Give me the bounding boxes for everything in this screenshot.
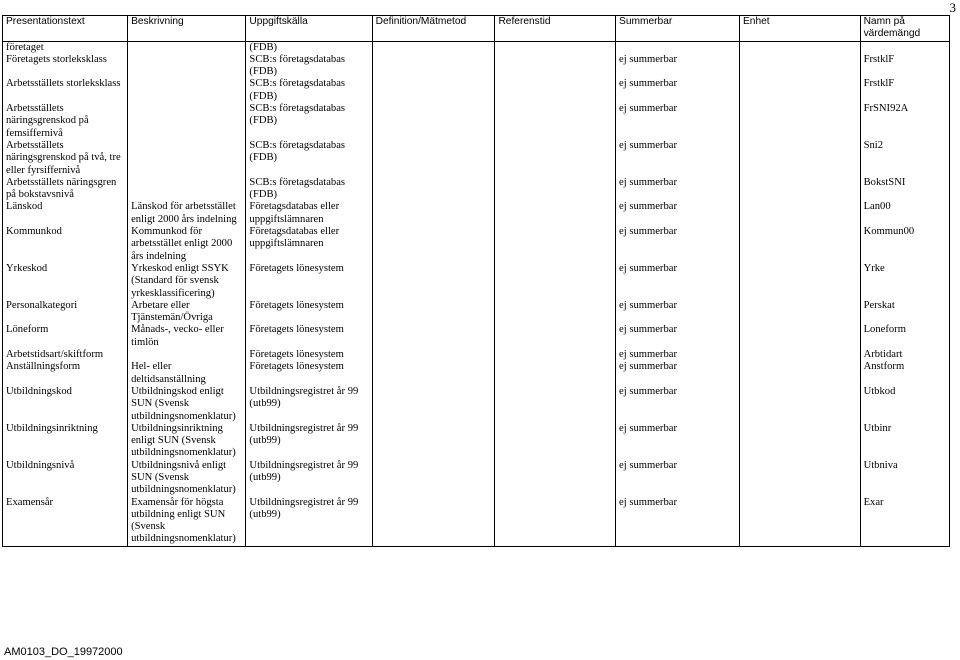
summable-cell: ej summerbar bbox=[616, 78, 740, 103]
summable-cell: ej summerbar bbox=[616, 460, 740, 497]
summable-cell bbox=[616, 41, 740, 54]
presentation-cell: Anställningsform bbox=[3, 361, 128, 386]
unit-cell bbox=[739, 263, 860, 300]
value-set-cell: Sni2 bbox=[860, 140, 949, 177]
header-cell: Namn på värdemängd bbox=[860, 16, 949, 42]
definition-cell bbox=[372, 263, 495, 300]
definition-cell bbox=[372, 300, 495, 325]
description-cell: Examensår för högsta utbildning enligt SUN (Svensk utbildningsnomenklatur) bbox=[128, 497, 246, 547]
summable-cell: ej summerbar bbox=[616, 497, 740, 547]
table-row bbox=[3, 54, 950, 79]
unit-cell bbox=[739, 78, 860, 103]
unit-cell bbox=[739, 324, 860, 349]
table-row bbox=[3, 386, 950, 423]
value-set-cell: Utbkod bbox=[860, 386, 949, 423]
header-cell: Summerbar bbox=[616, 16, 740, 42]
unit-cell bbox=[739, 103, 860, 140]
source-cell: Företagets lönesystem bbox=[246, 263, 372, 300]
description-cell: Utbildningsnivå enligt SUN (Svensk utbildningsnomenklatur) bbox=[128, 460, 246, 497]
definition-cell bbox=[372, 140, 495, 177]
source-cell: Företagets lönesystem bbox=[246, 300, 372, 325]
source-cell: Företagsdatabas eller uppgiftslämnaren bbox=[246, 201, 372, 226]
unit-cell bbox=[739, 361, 860, 386]
unit-cell bbox=[739, 300, 860, 325]
source-cell: Företagets lönesystem bbox=[246, 361, 372, 386]
description-cell: Månads-, vecko- eller timlön bbox=[128, 324, 246, 349]
description-cell: Arbetare eller Tjänstemän/Övriga bbox=[128, 300, 246, 325]
table-row bbox=[3, 103, 950, 140]
definition-cell bbox=[372, 177, 495, 202]
definition-cell bbox=[372, 78, 495, 103]
value-set-cell: Kommun00 bbox=[860, 226, 949, 263]
header-cell: Uppgiftskälla bbox=[246, 16, 372, 42]
reference-time-cell bbox=[495, 300, 616, 325]
value-set-cell: Utbinr bbox=[860, 423, 949, 460]
description-cell: Hel- eller deltidsanställning bbox=[128, 361, 246, 386]
presentation-cell: Utbildningsnivå bbox=[3, 460, 128, 497]
summable-cell: ej summerbar bbox=[616, 386, 740, 423]
table-row bbox=[3, 78, 950, 103]
header-cell: Definition/Mätmetod bbox=[372, 16, 495, 42]
table-row bbox=[3, 423, 950, 460]
definition-cell bbox=[372, 460, 495, 497]
table-row bbox=[3, 324, 950, 349]
description-cell bbox=[128, 349, 246, 361]
unit-cell bbox=[739, 497, 860, 547]
table-header-row bbox=[3, 16, 950, 42]
value-set-cell bbox=[860, 41, 949, 54]
table-row bbox=[3, 497, 950, 547]
value-set-cell: Perskat bbox=[860, 300, 949, 325]
value-set-cell: Exar bbox=[860, 497, 949, 547]
header-cell: Referenstid bbox=[495, 16, 616, 42]
presentation-cell: Arbetsställets storleksklass bbox=[3, 78, 128, 103]
table-row bbox=[3, 349, 950, 361]
definition-cell bbox=[372, 497, 495, 547]
summable-cell: ej summerbar bbox=[616, 263, 740, 300]
unit-cell bbox=[739, 140, 860, 177]
unit-cell bbox=[739, 460, 860, 497]
presentation-cell: Kommunkod bbox=[3, 226, 128, 263]
unit-cell bbox=[739, 201, 860, 226]
reference-time-cell bbox=[495, 41, 616, 54]
value-set-cell: Utbniva bbox=[860, 460, 949, 497]
description-cell: Utbildningsinriktning enligt SUN (Svensk utbildningsnomenklatur) bbox=[128, 423, 246, 460]
source-cell: (FDB) bbox=[246, 41, 372, 54]
reference-time-cell bbox=[495, 263, 616, 300]
description-cell bbox=[128, 140, 246, 177]
description-cell: Utbildningskod enligt SUN (Svensk utbildningsnomenklatur) bbox=[128, 386, 246, 423]
header-cell: Presentationstext bbox=[3, 16, 128, 42]
summable-cell: ej summerbar bbox=[616, 361, 740, 386]
source-cell: SCB:s företagsdatabas (FDB) bbox=[246, 103, 372, 140]
presentation-cell: Arbetsställets näringsgrenskod på femsiffernivå bbox=[3, 103, 128, 140]
unit-cell bbox=[739, 41, 860, 54]
definition-cell bbox=[372, 349, 495, 361]
table-body bbox=[3, 41, 950, 546]
summable-cell: ej summerbar bbox=[616, 324, 740, 349]
definition-cell bbox=[372, 324, 495, 349]
presentation-cell: Yrkeskod bbox=[3, 263, 128, 300]
reference-time-cell bbox=[495, 54, 616, 79]
reference-time-cell bbox=[495, 140, 616, 177]
value-set-cell: FrstklF bbox=[860, 78, 949, 103]
table-row bbox=[3, 177, 950, 202]
reference-time-cell bbox=[495, 361, 616, 386]
table-row bbox=[3, 226, 950, 263]
unit-cell bbox=[739, 226, 860, 263]
source-cell: Utbildningsregistret år 99 (utb99) bbox=[246, 497, 372, 547]
unit-cell bbox=[739, 349, 860, 361]
presentation-cell: Arbetsställets näringsgrenskod på två, tre eller fyrsiffernivå bbox=[3, 140, 128, 177]
presentation-cell: Personalkategori bbox=[3, 300, 128, 325]
value-set-cell: FrSNI92A bbox=[860, 103, 949, 140]
definition-cell bbox=[372, 361, 495, 386]
reference-time-cell bbox=[495, 78, 616, 103]
variable-table bbox=[2, 15, 950, 547]
presentation-cell: Länskod bbox=[3, 201, 128, 226]
presentation-cell: Examensår bbox=[3, 497, 128, 547]
summable-cell: ej summerbar bbox=[616, 226, 740, 263]
presentation-cell: Företagets storleksklass bbox=[3, 54, 128, 79]
source-cell: Utbildningsregistret år 99 (utb99) bbox=[246, 423, 372, 460]
value-set-cell: FrstklF bbox=[860, 54, 949, 79]
value-set-cell: Arbtidart bbox=[860, 349, 949, 361]
summable-cell: ej summerbar bbox=[616, 300, 740, 325]
summable-cell: ej summerbar bbox=[616, 349, 740, 361]
definition-cell bbox=[372, 201, 495, 226]
value-set-cell: Lan00 bbox=[860, 201, 949, 226]
summable-cell: ej summerbar bbox=[616, 54, 740, 79]
unit-cell bbox=[739, 54, 860, 79]
description-cell: Länskod för arbetsstället enligt 2000 års indelning bbox=[128, 201, 246, 226]
reference-time-cell bbox=[495, 349, 616, 361]
definition-cell bbox=[372, 54, 495, 79]
reference-time-cell bbox=[495, 201, 616, 226]
source-cell: SCB:s företagsdatabas (FDB) bbox=[246, 78, 372, 103]
unit-cell bbox=[739, 386, 860, 423]
header-cell: Enhet bbox=[739, 16, 860, 42]
source-cell: Företagets lönesystem bbox=[246, 349, 372, 361]
summable-cell: ej summerbar bbox=[616, 177, 740, 202]
definition-cell bbox=[372, 386, 495, 423]
table-row bbox=[3, 140, 950, 177]
presentation-cell: företaget bbox=[3, 41, 128, 54]
presentation-cell: Löneform bbox=[3, 324, 128, 349]
unit-cell bbox=[739, 177, 860, 202]
source-cell: Utbildningsregistret år 99 (utb99) bbox=[246, 460, 372, 497]
reference-time-cell bbox=[495, 324, 616, 349]
table-row bbox=[3, 300, 950, 325]
definition-cell bbox=[372, 423, 495, 460]
reference-time-cell bbox=[495, 460, 616, 497]
reference-time-cell bbox=[495, 497, 616, 547]
table-row bbox=[3, 41, 950, 54]
presentation-cell: Utbildningsinriktning bbox=[3, 423, 128, 460]
description-cell bbox=[128, 177, 246, 202]
reference-time-cell bbox=[495, 103, 616, 140]
table-row bbox=[3, 460, 950, 497]
summable-cell: ej summerbar bbox=[616, 423, 740, 460]
definition-cell bbox=[372, 41, 495, 54]
value-set-cell: BokstSNI bbox=[860, 177, 949, 202]
page-number: 3 bbox=[949, 0, 956, 15]
description-cell bbox=[128, 103, 246, 140]
presentation-cell: Utbildningskod bbox=[3, 386, 128, 423]
source-cell: Utbildningsregistret år 99 (utb99) bbox=[246, 386, 372, 423]
reference-time-cell bbox=[495, 226, 616, 263]
definition-cell bbox=[372, 226, 495, 263]
source-cell: SCB:s företagsdatabas (FDB) bbox=[246, 54, 372, 79]
description-cell: Kommunkod för arbetsstället enligt 2000 års indelning bbox=[128, 226, 246, 263]
description-cell bbox=[128, 78, 246, 103]
source-cell: SCB:s företagsdatabas (FDB) bbox=[246, 140, 372, 177]
source-cell: SCB:s företagsdatabas (FDB) bbox=[246, 177, 372, 202]
source-cell: Företagets lönesystem bbox=[246, 324, 372, 349]
value-set-cell: Anstform bbox=[860, 361, 949, 386]
definition-cell bbox=[372, 103, 495, 140]
description-cell: Yrkeskod enligt SSYK (Standard för svensk yrkesklassificering) bbox=[128, 263, 246, 300]
table-row bbox=[3, 361, 950, 386]
unit-cell bbox=[739, 423, 860, 460]
document-footer: AM0103_DO_19972000 bbox=[4, 646, 123, 658]
summable-cell: ej summerbar bbox=[616, 201, 740, 226]
header-cell: Beskrivning bbox=[128, 16, 246, 42]
reference-time-cell bbox=[495, 423, 616, 460]
reference-time-cell bbox=[495, 386, 616, 423]
presentation-cell: Arbetsställets näringsgren på bokstavsnivå bbox=[3, 177, 128, 202]
source-cell: Företagsdatabas eller uppgiftslämnaren bbox=[246, 226, 372, 263]
summable-cell: ej summerbar bbox=[616, 103, 740, 140]
description-cell bbox=[128, 41, 246, 54]
summable-cell: ej summerbar bbox=[616, 140, 740, 177]
value-set-cell: Loneform bbox=[860, 324, 949, 349]
presentation-cell: Arbetstidsart/skiftform bbox=[3, 349, 128, 361]
table-row bbox=[3, 201, 950, 226]
table-row bbox=[3, 263, 950, 300]
description-cell bbox=[128, 54, 246, 79]
value-set-cell: Yrke bbox=[860, 263, 949, 300]
reference-time-cell bbox=[495, 177, 616, 202]
